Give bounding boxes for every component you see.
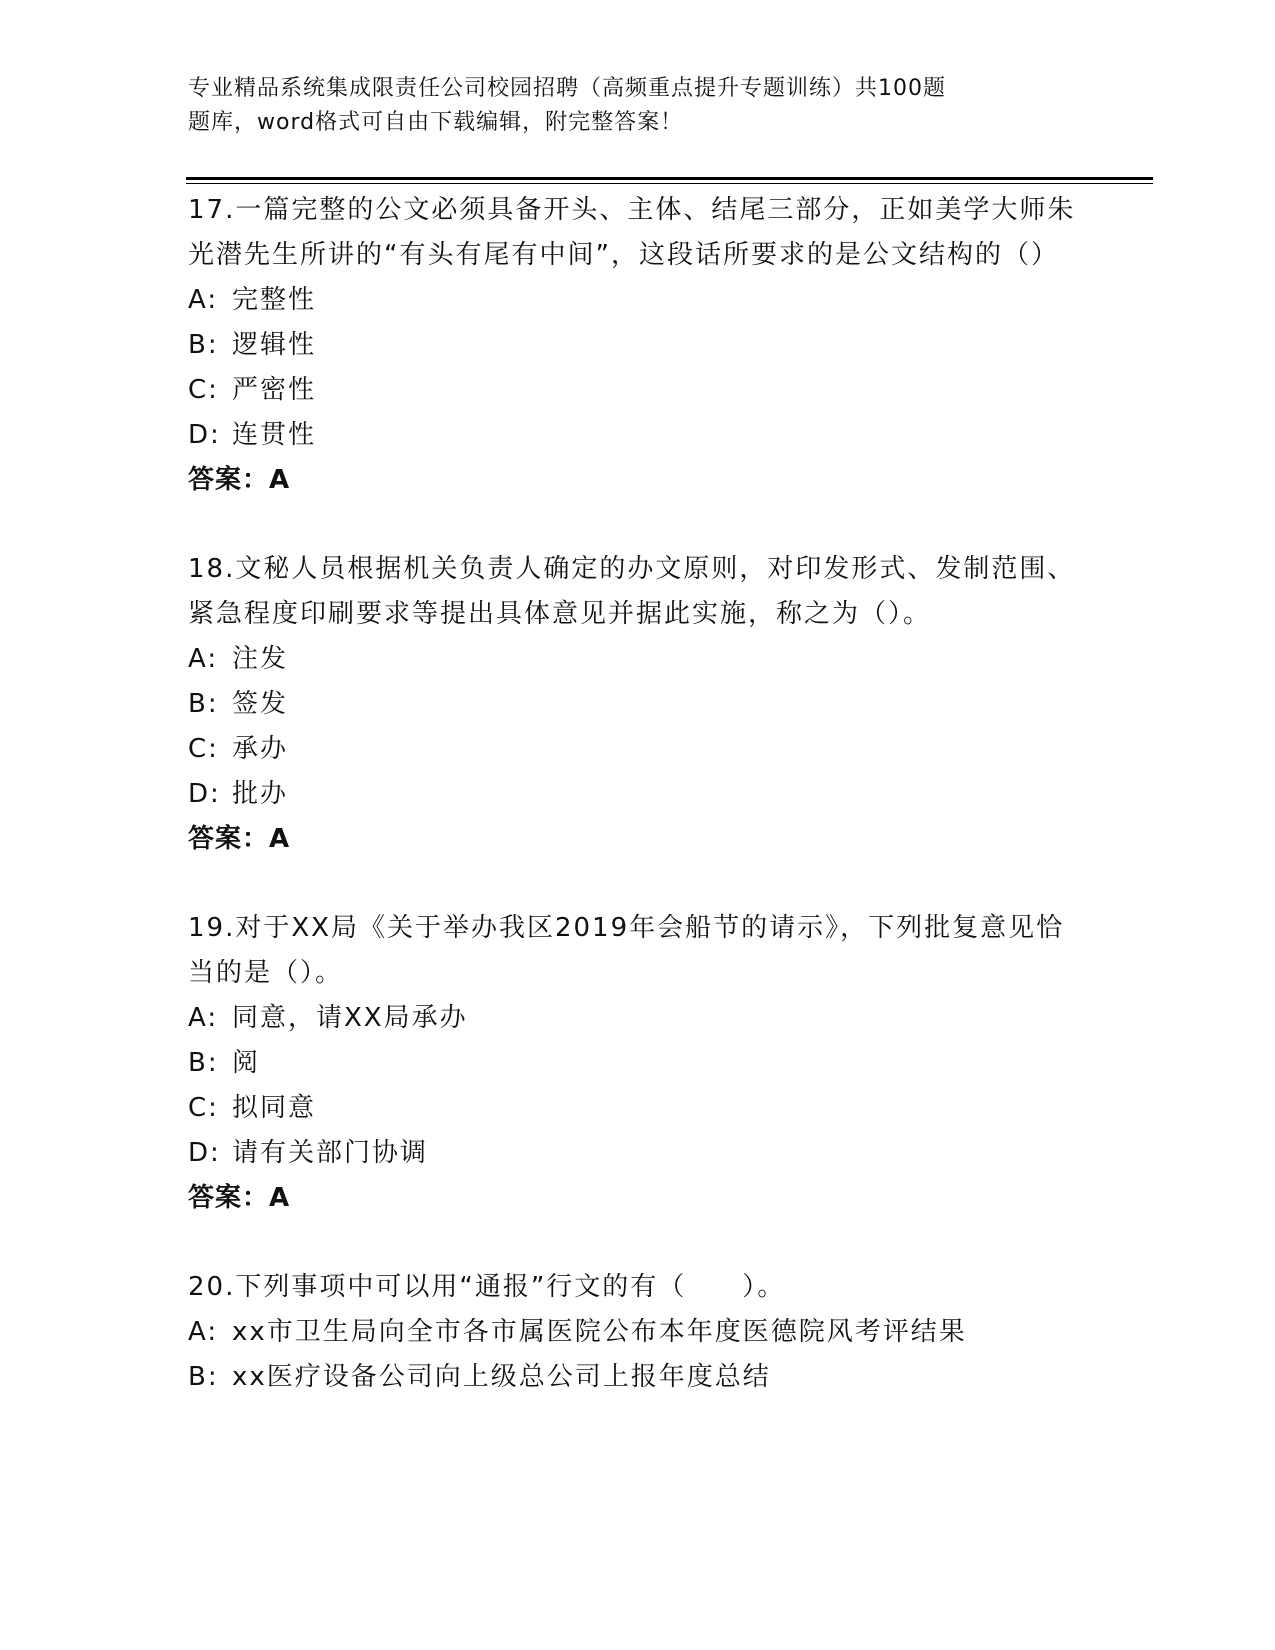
option-text: 同意，请XX局承办: [232, 1003, 468, 1033]
header-title-line-2: 题库，word格式可自由下载编辑，附完整答案！: [188, 110, 684, 135]
question-17: [188, 188, 1088, 503]
option-key: D:: [188, 1138, 221, 1168]
question-20: [188, 1265, 1088, 1400]
option-key: B:: [188, 689, 219, 719]
question-stem: 17.一篇完整的公文必须具备开头、主体、结尾三部分，正如美学大师朱光潜先生所讲的“有头有尾有中间”，这段话所要求的是公文结构的（）: [188, 195, 1076, 270]
option-b: [188, 1355, 1088, 1400]
option-text: 阅: [232, 1048, 261, 1078]
option-b: [188, 323, 1088, 368]
header-title-line-1: 专业精品系统集成限责任公司校园招聘（高频重点提升专题训练）共100题: [188, 76, 946, 101]
option-a: [188, 1310, 1088, 1355]
option-text: 完整性: [232, 285, 317, 315]
option-text: 请有关部门协调: [232, 1138, 429, 1168]
option-a: [188, 637, 1088, 682]
option-a: [188, 996, 1088, 1041]
option-c: [188, 368, 1088, 413]
option-key: D:: [188, 420, 221, 450]
question-18: [188, 547, 1088, 862]
question-stem: 19.对于XX局《关于举办我区2019年会船节的请示》，下列批复意见恰当的是（）。: [188, 913, 1065, 988]
question-list: [188, 188, 1088, 1444]
option-key: A:: [188, 285, 219, 315]
option-key: B:: [188, 330, 219, 360]
option-key: C:: [188, 375, 219, 405]
answer-line: 答案：A: [188, 465, 291, 495]
option-text: 拟同意: [232, 1093, 317, 1123]
document-header: [188, 72, 1068, 140]
header-divider-thick: [186, 177, 1153, 180]
option-d: [188, 772, 1088, 817]
option-key: C:: [188, 1093, 219, 1123]
question-19: [188, 906, 1088, 1221]
option-key: B:: [188, 1362, 219, 1392]
header-divider-thin: [186, 183, 1153, 184]
option-text: 批办: [232, 779, 289, 809]
option-text: 逻辑性: [232, 330, 317, 360]
option-d: [188, 413, 1088, 458]
option-key: A:: [188, 1003, 219, 1033]
option-b: [188, 1041, 1088, 1086]
option-b: [188, 682, 1088, 727]
answer-line: 答案：A: [188, 824, 291, 854]
option-c: [188, 727, 1088, 772]
question-stem: 18.文秘人员根据机关负责人确定的办文原则，对印发形式、发制范围、紧急程度印刷要求等提出具体意见并据此实施，称之为（）。: [188, 554, 1076, 629]
option-text: 连贯性: [232, 420, 317, 450]
option-text: 签发: [232, 689, 289, 719]
option-text: 注发: [232, 644, 289, 674]
option-text: xx医疗设备公司向上级总公司上报年度总结: [232, 1362, 771, 1392]
question-stem: 20.下列事项中可以用“通报”行文的有（ ）。: [188, 1272, 786, 1302]
option-text: 承办: [232, 734, 289, 764]
option-text: xx市卫生局向全市各市属医院公布本年度医德院风考评结果: [232, 1317, 967, 1347]
option-a: [188, 278, 1088, 323]
option-key: B:: [188, 1048, 219, 1078]
option-key: A:: [188, 1317, 219, 1347]
option-key: D:: [188, 779, 221, 809]
option-key: C:: [188, 734, 219, 764]
option-text: 严密性: [232, 375, 317, 405]
option-key: A:: [188, 644, 219, 674]
option-c: [188, 1086, 1088, 1131]
answer-line: 答案：A: [188, 1183, 291, 1213]
option-d: [188, 1131, 1088, 1176]
